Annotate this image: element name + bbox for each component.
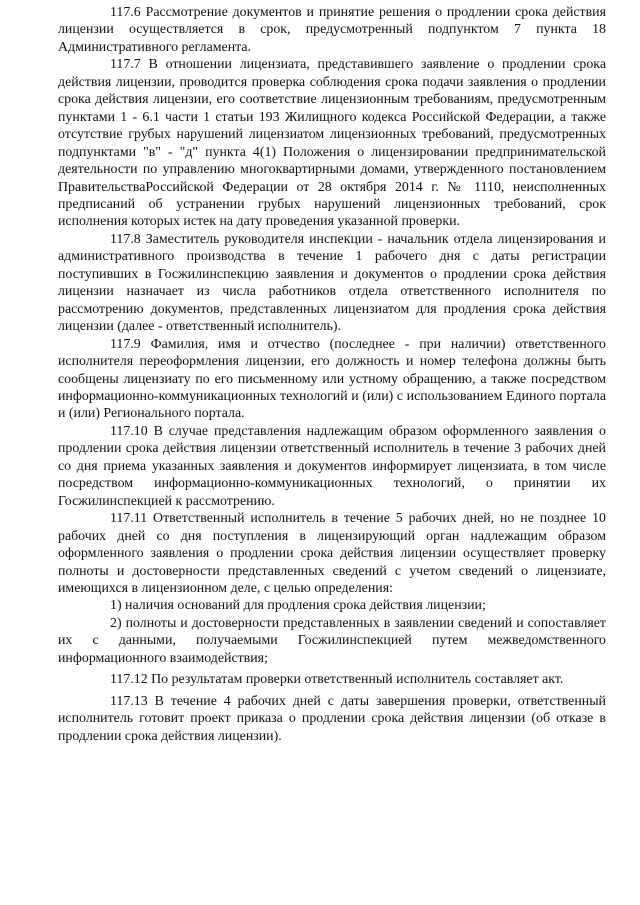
paragraph-117-13: 117.13 В течение 4 рабочих дней с даты завершения проверки, ответственный исполнитель готовит проект приказа о продлении срока действия лицензии (об отказе в продлении срока действия лицензии). bbox=[58, 693, 606, 744]
paragraph-117-11: 117.11 Ответственный исполнитель в течение 5 рабочих дней, но не позднее 10 рабочих дней со дня поступления в лицензирующий орган надлежащим образом оформленного заявления о продлении срока действия лицензии осуществляет проверку полноты и достоверности представленных сведений с учетом сведений о лицензиате, имеющихся в лицензионном деле, с целью определения: bbox=[58, 511, 606, 596]
paragraph-117-6: 117.6 Рассмотрение документов и принятие решения о продлении срока действия лицензии осуществляется в срок, предусмотренный подпунктом 7 пункта 18 Административного регламента. bbox=[58, 5, 606, 55]
list-item-2: 2) полноты и достоверности представленных в заявлении сведений и сопоставляет их с данными, получаемыми Госжилинспекцией путем межведомственного информационного взаимодействия; bbox=[58, 615, 606, 666]
paragraph-117-10: 117.10 В случае представления надлежащим образом оформленного заявления о продлении срока действия лицензии ответственный исполнитель в течение 3 рабочих дней со дня приема указанных заявления и документов информирует лицензиата, в том числе посредством информационно-коммуникационных технологий, о принятии их Госжилинспекцией к рассмотрению. bbox=[58, 423, 606, 509]
paragraph-117-7: 117.7 В отношении лицензиата, представившего заявление о продлении срока действия лицензии, проводится проверка соблюдения срока подачи заявления о продлении срока действия лицензии, его соответствие лицензионным требованиям, предусмотренным пунктами 1 - 6.1 части 1 статьи 193 Жилищного кодекса Российской Федерации, а также отсутствие грубых нарушений лицензиатом лицензионных требований, предусмотренных подпунктами "в" - "д" пункта 4(1) Положения о лицензировании предпринимательской деятельности по управлению многоквартирными домами, утвержденного постановлением ПравительстваРоссийской Федерации от 28 октября 2014 г. № 1110, неисполненных предписаний об устранении грубых нарушений лицензионных требований, срок исполнения которых истек на дату проведения указанной проверки. bbox=[58, 57, 606, 230]
paragraph-117-9: 117.9 Фамилия, имя и отчество (последнее - при наличии) ответственного исполнителя переоформления лицензии, его должность и номер телефона должны быть сообщены лицензиату по его письменному или устному обращению, а также посредством информационно-коммуникационных технологий и (или) с использованием Единого портала и (или) Регионального портала. bbox=[58, 336, 606, 422]
paragraph-117-8: 117.8 Заместитель руководителя инспекции - начальник отдела лицензирования и административного производства в течение 1 рабочего дня с даты регистрации поступивших в Госжилинспекцию заявления и документов о продлении срока действия лицензии назначает из числа работников отдела ответственного исполнителя по рассмотрению документов, представленных лицензиатом для продления срока действия лицензии (далее - ответственный исполнитель). bbox=[58, 231, 606, 335]
paragraph-117-12: 117.12 По результатам проверки ответственный исполнитель составляет акт. bbox=[110, 672, 564, 688]
list-item-1: 1) наличия оснований для продления срока действия лицензии; bbox=[110, 598, 486, 614]
